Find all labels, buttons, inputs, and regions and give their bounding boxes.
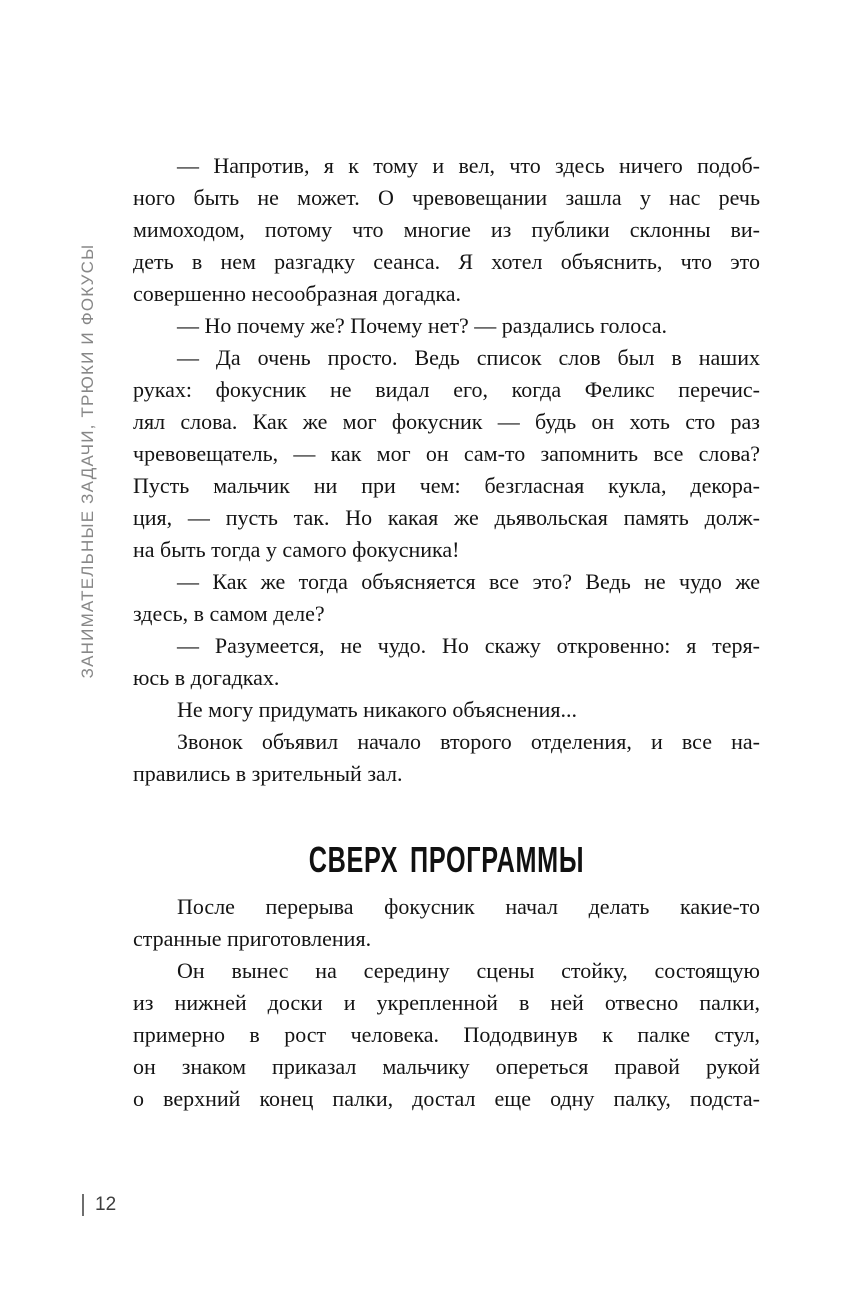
text-line: Не могу придумать никакого объяснения... <box>177 697 577 722</box>
text-line: чревовещатель, — как мог он сам-то запомнить все слова? <box>133 441 760 466</box>
section-heading: СВЕРХ ПРОГРАММЫ <box>308 839 585 880</box>
paragraph <box>133 891 760 955</box>
paragraph <box>133 955 760 1115</box>
text-line: После перерыва фокусник начал делать какие-то <box>177 894 760 919</box>
paragraph <box>133 630 760 694</box>
page-footer <box>82 1194 116 1216</box>
page-number: 12 <box>95 1194 117 1215</box>
text-line: Он вынес на середину сцены стойку, состоящую <box>177 958 760 983</box>
text-line: юсь в догадках. <box>133 665 280 690</box>
footer-divider <box>82 1194 84 1216</box>
text-line: он знаком приказал мальчику опереться правой рукой <box>133 1054 760 1079</box>
text-line: примерно в рост человека. Пододвинув к палке стул, <box>133 1022 760 1047</box>
text-line: Пусть мальчик ни при чем: безгласная кукла, декора- <box>133 473 760 498</box>
text-line: из нижней доски и укрепленной в ней отвесно палки, <box>133 990 760 1015</box>
text-line: — Разумеется, не чудо. Но скажу откровенно: я теря- <box>177 633 760 658</box>
text-line: здесь, в самом деле? <box>133 601 325 626</box>
text-line: совершенно несообразная догадка. <box>133 281 461 306</box>
text-line: на быть тогда у самого фокусника! <box>133 537 460 562</box>
text-line: ного быть не может. О чревовещании зашла у нас речь <box>133 185 760 210</box>
text-line: — Но почему же? Почему нет? — раздались голоса. <box>177 313 668 338</box>
sidebar-running-title: ЗАНИМАТЕЛЬНЫЕ ЗАДАЧИ, ТРЮКИ И ФОКУСЫ <box>78 243 97 679</box>
text-line: странные приготовления. <box>133 926 372 951</box>
text-line: ция, — пусть так. Но какая же дьявольская память долж- <box>133 505 760 530</box>
paragraph <box>133 566 760 630</box>
text-line: — Как же тогда объясняется все это? Ведь не чудо же <box>177 569 760 594</box>
paragraph <box>133 726 760 790</box>
paragraph <box>133 342 760 566</box>
paragraph <box>133 694 760 726</box>
text-line: — Да очень просто. Ведь список слов был в наших <box>177 345 760 370</box>
text-line: о верхний конец палки, достал еще одну палку, подста- <box>133 1086 760 1111</box>
paragraph <box>133 150 760 310</box>
text-line: деть в нем разгадку сеанса. Я хотел объяснить, что это <box>133 249 760 274</box>
paragraph <box>133 310 760 342</box>
text-line: правились в зрительный зал. <box>133 761 403 786</box>
text-line: Звонок объявил начало второго отделения, и все на- <box>177 729 760 754</box>
text-line: руках: фокусник не видал его, когда Феликс перечис- <box>133 377 760 402</box>
text-line: лял слова. Как же мог фокусник — будь он хоть сто раз <box>133 409 760 434</box>
text-line: — Напротив, я к тому и вел, что здесь ничего подоб- <box>177 153 760 178</box>
text-block <box>133 150 760 1115</box>
text-line: мимоходом, потому что многие из публики склонны ви- <box>133 217 760 242</box>
